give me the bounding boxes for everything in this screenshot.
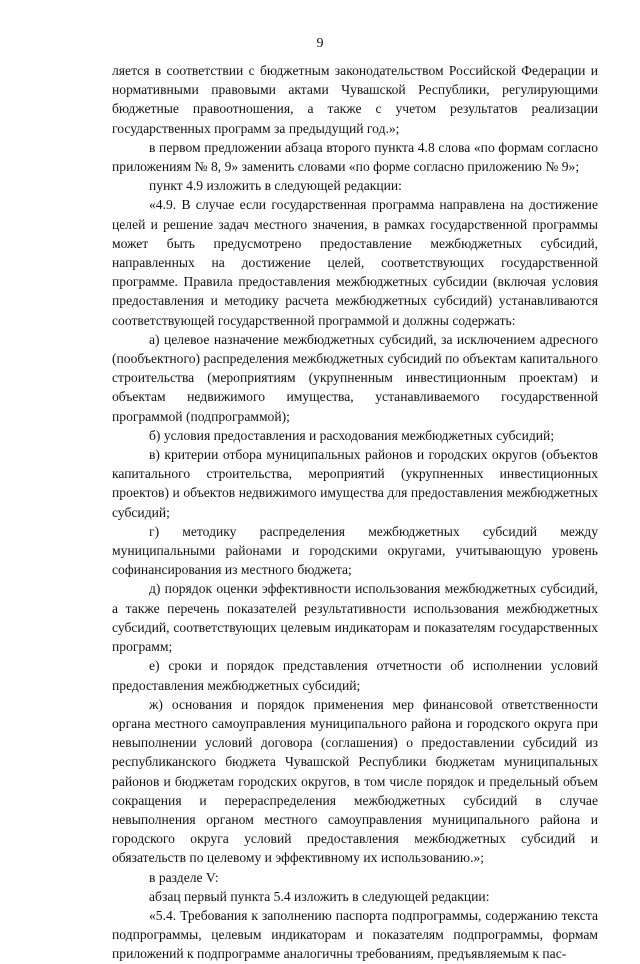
paragraph-item-4-9-intro: пункт 4.9 изложить в следующей редакции: xyxy=(149,178,402,194)
paragraph-subitem-a: а) целевое назначение межбюджетных субсидий, за исключением адресного (пообъектного) распределения межбюджетных субсидий по объектам капитального строительства (мероприятиям (укрупненным инвестиционным проектам) и объектам недвижимого имущества, устанавливаемого государственной программой (подпрограммой); xyxy=(112,331,598,424)
paragraph-continuation: ляется в соответствии с бюджетным законодательством Российской Федерации и нормативными правовыми актами Чувашской Республики, регулирующими бюджетные правоотношения, а также с учетом результатов реализации государственных программ за предыдущий год.»; xyxy=(112,63,598,136)
paragraph-subitem-d: д) порядок оценки эффективности использования межбюджетных субсидий, а также перечень показателей результативности использования межбюджетных субсидий, соответствующих целевым индикаторам и показателям государственных программ; xyxy=(112,581,598,655)
paragraph-amendment-4-8: в первом предложении абзаца второго пункта 4.8 слова «по формам согласно приложениям № 8, 9» заменить словами «по форме согласно приложению № 9»; xyxy=(112,139,598,175)
paragraph-subitem-v: в) критерии отбора муниципальных районов и городских округов (объектов капитального строительства, мероприятий (укрупненных инвестиционных проектов) и объектов недвижимого имущества для предоставления межбюджетных субсидий; xyxy=(112,447,598,520)
paragraph-subitem-zh: ж) основания и порядок применения мер финансовой ответственности органа местного самоуправления муниципального района и городского округа при невыполнении условий договора (соглашения) о предоставлении субсидий из республиканского бюджета Чувашской Республики бюджетам муниципальных районов и бюджетам городских округов, в том числе порядок и предельный объем сокращения и перераспределения межбюджетных субсидий в случае невыполнения органом местного самоуправления муниципального района и городского округа условий предоставления межбюджетных субсидий и обязательств по целевому и эффективному их использованию.»; xyxy=(112,696,598,866)
paragraph-item-4-9-text: «4.9. В случае если государственная программа направлена на достижение целей и решение задач местного значения, в рамках государственной программы может быть предусмотрено предоставление межбюджетных субсидий, направленных на достижение целей, соответствующих государственной программе. Правила предоставления межбюджетных субсидии (включая условия предоставления и методику расчета межбюджетных субсидий) устанавливаются соответствующей государственной программой и должны содержать: xyxy=(112,197,598,328)
paragraph-item-5-4-text: «5.4. Требования к заполнению паспорта подпрограммы, содержанию текста подпрограммы, целевым индикаторам и показателям подпрограммы, формам приложений к подпрограмме аналогичны требованиям, предъявляемым к пас- xyxy=(112,907,598,962)
paragraph-item-5-4-intro: абзац первый пункта 5.4 изложить в следующей редакции: xyxy=(149,888,490,904)
page-number: 9 xyxy=(316,36,324,51)
paragraph-subitem-b: б) условия предоставления и расходования межбюджетных субсидий; xyxy=(149,427,555,443)
paragraph-subitem-e: е) сроки и порядок представления отчетности об исполнении условий предоставления межбюджетных субсидий; xyxy=(112,658,598,693)
document-body xyxy=(112,61,598,964)
paragraph-subitem-g: г) методику распределения межбюджетных субсидий между муниципальными районами и городскими округами, учитывающую уровень софинансирования из местного бюджета; xyxy=(112,523,598,578)
paragraph-section-v: в разделе V: xyxy=(149,869,219,885)
